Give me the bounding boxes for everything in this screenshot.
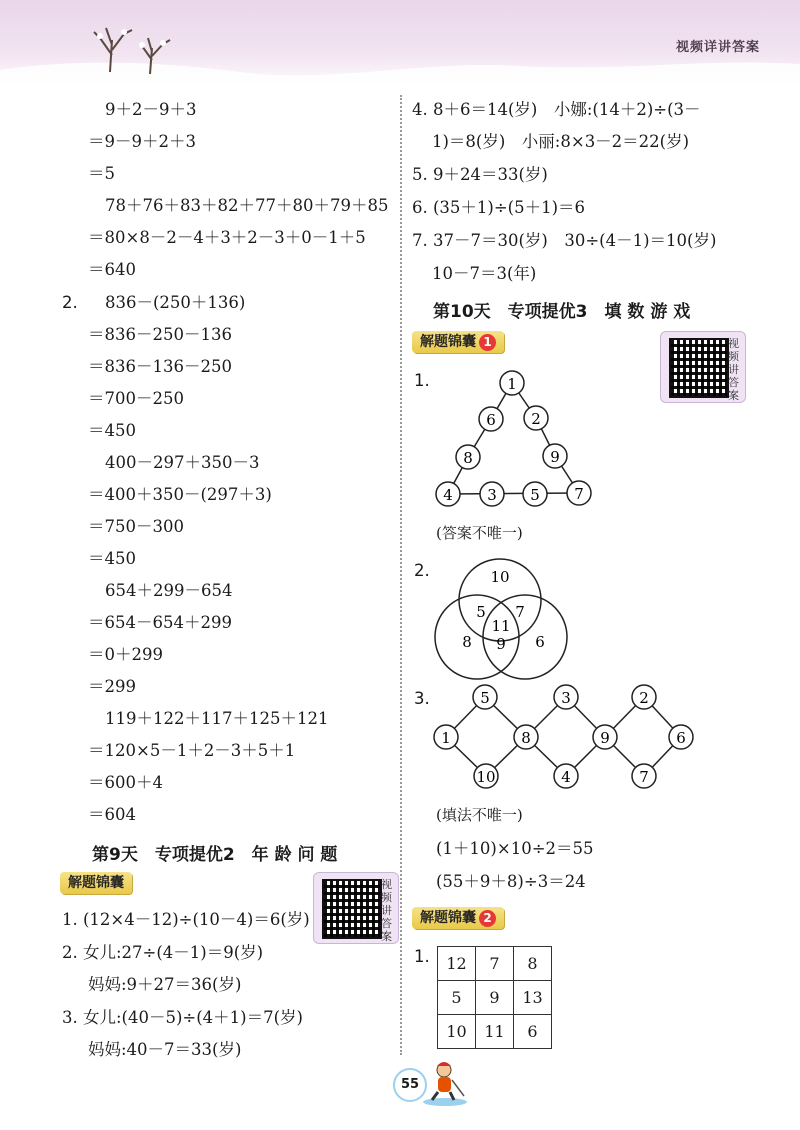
calc-line: 836－(250＋136) xyxy=(105,293,246,312)
calc-line: ＝750－300 xyxy=(88,517,184,536)
qr-code[interactable] xyxy=(660,331,746,403)
calc-line: ＝604 xyxy=(88,805,136,824)
calc-line: ＝654－654＋299 xyxy=(88,613,232,632)
calc-line: ＝450 xyxy=(88,421,136,440)
question-number: 1. xyxy=(414,947,430,966)
calc-line: ＝0＋299 xyxy=(88,645,163,664)
badge-number: 1 xyxy=(479,334,496,351)
header-banner xyxy=(0,0,800,90)
node-value: 9 xyxy=(550,448,560,466)
calc-line: 119＋122＋117＋125＋121 xyxy=(105,709,329,728)
node-value: 6 xyxy=(486,411,496,429)
magic-square-grid xyxy=(437,946,552,1049)
calc-line: ＝400＋350－(297＋3) xyxy=(88,485,272,504)
answer-line: 2. 女儿:27÷(4－1)＝9(岁) xyxy=(62,943,264,962)
node-value: 7 xyxy=(574,485,584,503)
answer-line: 3. 女儿:(40－5)÷(4＋1)＝7(岁) xyxy=(62,1008,303,1027)
grid-cell: 9 xyxy=(476,981,514,1015)
region-value: 7 xyxy=(515,603,525,621)
node-value: 4 xyxy=(443,486,453,504)
calc-line: ＝836－250－136 xyxy=(88,325,232,344)
calc-line: ＝450 xyxy=(88,549,136,568)
region-value: 11 xyxy=(491,617,511,635)
answer-line: 妈妈:40－7＝33(岁) xyxy=(88,1040,242,1059)
grid-cell: 8 xyxy=(514,947,552,981)
grid-cell: 11 xyxy=(476,1015,514,1049)
triangle-diagram xyxy=(420,360,620,520)
region-value: 10 xyxy=(490,568,510,586)
answer-line: 1. (12×4－12)÷(10－4)＝6(岁) xyxy=(62,910,310,929)
calc-line: (55＋9＋8)÷3＝24 xyxy=(436,872,586,891)
calc-line: 78＋76＋83＋82＋77＋80＋79＋85 xyxy=(105,196,389,215)
qr-code[interactable] xyxy=(313,872,399,944)
calc-line: ＝120×5－1＋2－3＋5＋1 xyxy=(88,741,296,760)
grid-cell: 10 xyxy=(438,1015,476,1049)
node-value: 1 xyxy=(507,375,517,393)
grid-cell: 12 xyxy=(438,947,476,981)
grid-cell: 7 xyxy=(476,947,514,981)
note: (答案不唯一) xyxy=(436,524,523,542)
qr-label: 视频讲答案 xyxy=(381,878,392,943)
calc-line: (1＋10)×10÷2＝55 xyxy=(436,839,594,858)
region-value: 6 xyxy=(535,633,545,651)
calc-line: ＝80×8－2－4＋3＋2－3＋0－1＋5 xyxy=(88,228,366,247)
region-value: 9 xyxy=(496,635,506,653)
column-divider xyxy=(400,95,402,1055)
answer-line: 4. 8＋6＝14(岁) 小娜:(14＋2)÷(3－ xyxy=(412,100,701,119)
calc-line: ＝836－136－250 xyxy=(88,357,232,376)
node-value: 2 xyxy=(531,410,541,428)
node-value: 3 xyxy=(561,689,571,707)
page-number: 55 xyxy=(393,1068,427,1102)
node-value: 9 xyxy=(600,729,610,747)
answer-line: 1)＝8(岁) 小丽:8×3－2＝22(岁) xyxy=(432,132,690,151)
tips-badge-2 xyxy=(412,907,504,929)
question-number: 1. xyxy=(414,371,430,390)
day9-heading: 第9天 专项提优2 年 龄 问 题 xyxy=(92,845,338,865)
node-value: 3 xyxy=(487,486,497,504)
badge-number: 2 xyxy=(479,910,496,927)
grid-cell: 13 xyxy=(514,981,552,1015)
region-value: 5 xyxy=(476,603,486,621)
calc-line: ＝299 xyxy=(88,677,136,696)
day10-heading: 第10天 专项提优3 填 数 游 戏 xyxy=(433,302,691,322)
venn-diagram xyxy=(425,555,585,685)
question-number: 2. xyxy=(414,561,430,580)
calc-line: 400－297＋350－3 xyxy=(105,453,260,472)
node-value: 4 xyxy=(561,768,571,786)
grid-cell: 5 xyxy=(438,981,476,1015)
answer-line: 妈妈:9＋27＝36(岁) xyxy=(88,975,242,994)
diamond-chain-diagram xyxy=(430,680,695,805)
calc-line: ＝640 xyxy=(88,260,136,279)
qr-code-image xyxy=(322,879,382,939)
node-value: 8 xyxy=(521,729,531,747)
node-value: 5 xyxy=(480,689,490,707)
node-value: 1 xyxy=(441,729,451,747)
node-value: 10 xyxy=(476,768,496,786)
node-value: 2 xyxy=(639,689,649,707)
calc-line: ＝700－250 xyxy=(88,389,184,408)
calc-line: ＝9－9＋2＋3 xyxy=(88,132,196,151)
answer-line: 10－7＝3(年) xyxy=(432,264,537,283)
answer-line: 6. (35＋1)÷(5＋1)＝6 xyxy=(412,198,586,217)
note: (填法不唯一) xyxy=(436,806,523,824)
badge-label: 解题锦囊 xyxy=(420,334,476,350)
skier-mascot-icon xyxy=(420,1058,470,1108)
tips-badge: 解题锦囊 xyxy=(60,872,132,894)
node-value: 8 xyxy=(463,449,473,467)
calc-line: 9＋2－9＋3 xyxy=(105,100,197,119)
question-number: 2. xyxy=(62,293,78,312)
node-value: 6 xyxy=(676,729,686,747)
tips-badge-1 xyxy=(412,331,504,353)
calc-line: ＝600＋4 xyxy=(88,773,163,792)
calc-line: ＝5 xyxy=(88,164,115,183)
answer-line: 5. 9＋24＝33(岁) xyxy=(412,165,548,184)
question-number: 3. xyxy=(414,689,430,708)
calc-line: 654＋299－654 xyxy=(105,581,233,600)
badge-label: 解题锦囊 xyxy=(420,910,476,926)
region-value: 8 xyxy=(462,633,472,651)
node-value: 7 xyxy=(639,768,649,786)
qr-code-image xyxy=(669,338,729,398)
node-value: 5 xyxy=(530,486,540,504)
qr-label: 视频讲答案 xyxy=(728,337,739,402)
header-title: 视频详讲答案 xyxy=(675,40,760,55)
answer-line: 7. 37－7＝30(岁) 30÷(4－1)＝10(岁) xyxy=(412,231,717,250)
grid-cell: 6 xyxy=(514,1015,552,1049)
